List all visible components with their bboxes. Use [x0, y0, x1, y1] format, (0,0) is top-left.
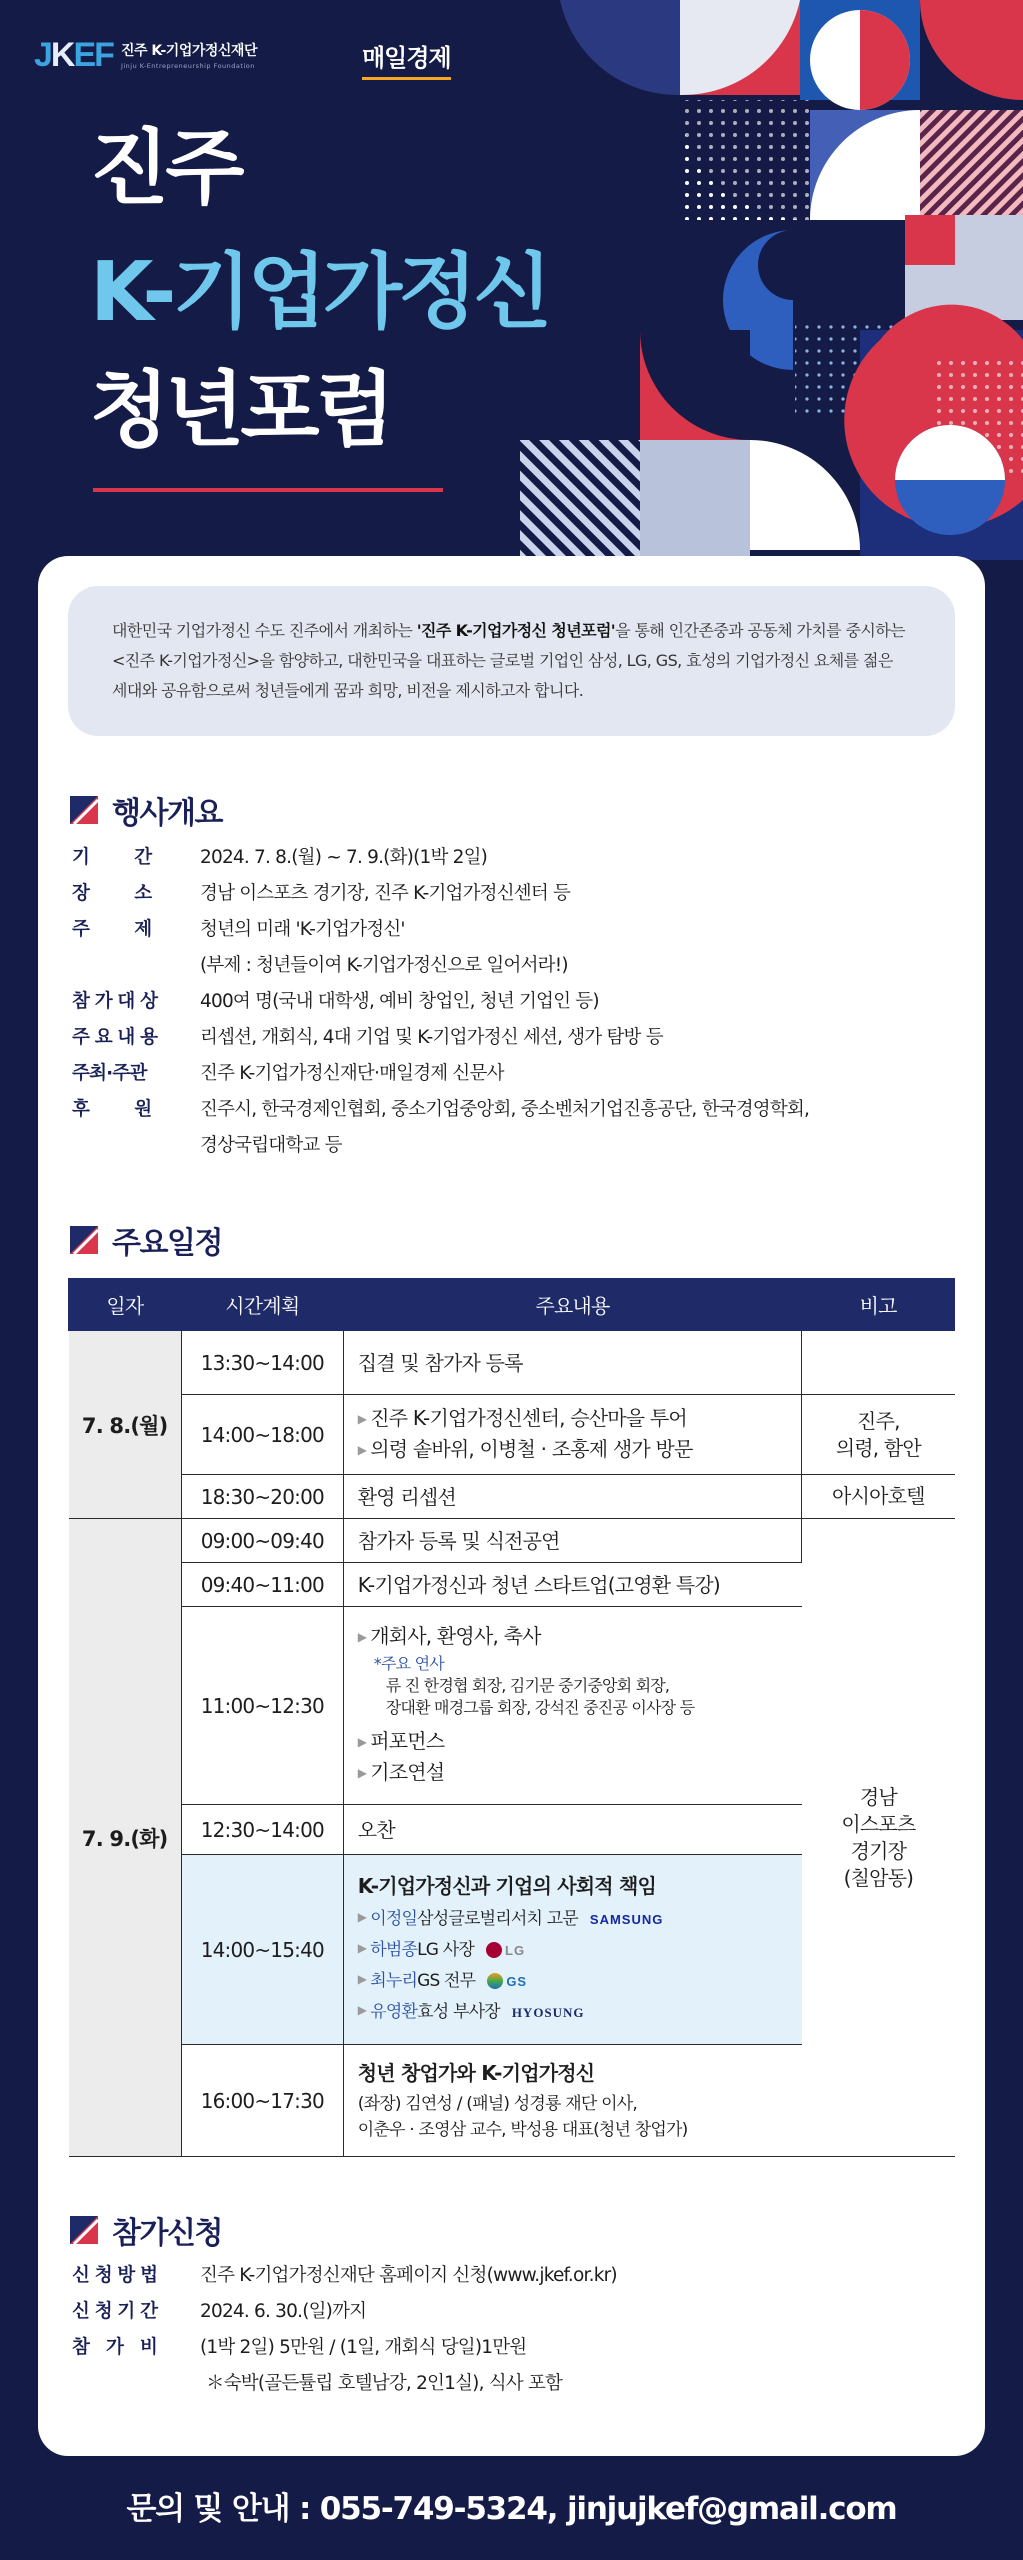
time-cell: 16:00~17:30 — [181, 2045, 343, 2157]
note-cell: 경남 이스포츠 경기장 (칠암동) — [802, 1519, 955, 2157]
content-cell: 참가자 등록 및 식전공연 — [343, 1519, 801, 1563]
hyosung-logo-icon: HYOSUNG — [511, 2004, 585, 2020]
table-row — [69, 1395, 955, 1475]
column-header: 주요내용 — [343, 1279, 801, 1331]
column-header: 비고 — [802, 1279, 955, 1331]
intro-text: 대한민국 기업가정신 수도 진주에서 개최하는 '진주 K-기업가정신 청년포럼'을 통해 인간존중과 공동체 가치를 중시하는 <진주 K-기업가정신>을 함양하고, 대한민국을 대표하는 글로벌 기업인 삼성, LG, GS, 효성의 기업가정신 요체를 젊은 세대와 공유함으로써 청년들에게 꿈과 희망, 비전을 제시하고자 합니다. — [112, 621, 905, 700]
section-overview-title: 행사개요 — [70, 788, 222, 832]
overview-row: 장 소 경남 이스포츠 경기장, 진주 K-기업가정신센터 등 — [72, 883, 571, 904]
lg-logo-icon: LG — [486, 1935, 525, 1966]
table-row — [69, 1519, 955, 1563]
time-cell: 13:30~14:00 — [181, 1331, 343, 1395]
content-cell: K-기업가정신과 기업의 사회적 책임 ▶ 이정일 삼성글로벌리서치 고문 SAMSUNG ▶ 하범종 LG 사장 LG ▶ 최누리 GS 전무 GS ▶ 유영환 효성 부사장 HYOSUNG — [343, 1855, 801, 2045]
section-flag-icon — [70, 1226, 98, 1254]
content-cell: 집결 및 참가자 등록 — [343, 1331, 801, 1395]
register-list — [72, 2262, 952, 2406]
title-line2: K-기업가정신 — [90, 245, 549, 340]
time-cell: 18:30~20:00 — [181, 1475, 343, 1519]
time-cell: 12:30~14:00 — [181, 1805, 343, 1855]
table-row — [69, 1475, 955, 1519]
overview-row: 주 요 내 용 리셉션, 개회식, 4대 기업 및 K-기업가정신 세션, 생가 탐방 등 — [72, 1027, 663, 1048]
contact-footer: 문의 및 안내 : 055-749-5324, jinjujkef@gmail.com — [126, 2490, 897, 2527]
foundation-logo — [34, 38, 257, 72]
org-name: 진주 K-기업가정신재단 — [120, 43, 257, 59]
jkef-logo-icon: JKEF — [34, 36, 113, 74]
content-card — [38, 556, 985, 2456]
time-cell: 14:00~18:00 — [181, 1395, 343, 1475]
overview-row: 주최·주관 진주 K-기업가정신재단·매일경제 신문사 — [72, 1063, 504, 1084]
content-cell: 환영 리셉션 — [343, 1475, 801, 1519]
header — [0, 0, 1023, 560]
intro-box — [68, 586, 955, 736]
note-cell — [802, 1331, 955, 1395]
register-row: 신 청 방 법 진주 K-기업가정신재단 홈페이지 신청(www.jkef.or.kr) — [72, 2265, 617, 2286]
section-schedule-title: 주요일정 — [70, 1218, 222, 1262]
title-line1: 진주 — [90, 121, 241, 216]
register-row: 참 가 비 (1박 2일) 5만원 / (1일, 개회식 당일)1만원 ＊숙박(골든튤립 호텔남강, 2인1실), 식사 포함 — [72, 2337, 563, 2394]
gs-logo-icon: GS — [487, 1966, 527, 1997]
title-underline — [93, 488, 443, 492]
content-cell: 오찬 — [343, 1805, 801, 1855]
time-cell: 09:40~11:00 — [181, 1563, 343, 1607]
samsung-logo-icon: SAMSUNG — [589, 1911, 664, 1927]
time-cell: 11:00~12:30 — [181, 1607, 343, 1805]
time-cell: 09:00~09:40 — [181, 1519, 343, 1563]
overview-row: 참 가 대 상 400여 명(국내 대학생, 예비 창업인, 청년 기업인 등) — [72, 991, 599, 1012]
schedule-table — [68, 1278, 955, 2157]
time-cell: 14:00~15:40 — [181, 1855, 343, 2045]
overview-row: 기 간 2024. 7. 8.(월) ~ 7. 9.(화)(1박 2일) — [72, 847, 488, 868]
section-register-title: 참가신청 — [70, 2208, 222, 2252]
partner-logo: 매일경제 — [362, 38, 451, 80]
section-flag-icon — [70, 796, 98, 824]
note-cell: 아시아호텔 — [802, 1475, 955, 1519]
column-header: 시간계획 — [181, 1279, 343, 1331]
content-cell: ▶ 진주 K-기업가정신센터, 승산마을 투어 ▶ 의령 솥바위, 이병철 · 조홍제 생가 방문 — [343, 1395, 801, 1475]
table-row — [69, 1331, 955, 1395]
overview-row: 후 원 진주시, 한국경제인협회, 중소기업중앙회, 중소벤처기업진흥공단, 한국경영학회, 경상국립대학교 등 — [72, 1099, 810, 1156]
content-cell: 청년 창업가와 K-기업가정신 (좌장) 김연성 / (패널) 성경룡 재단 이사, 이춘우 · 조영삼 교수, 박성용 대표(청년 창업가) — [343, 2045, 801, 2157]
content-cell: K-기업가정신과 청년 스타트업(고영환 특강) — [343, 1563, 801, 1607]
content-cell: ▶ 개회사, 환영사, 축사 *주요 연사 류 진 한경협 회장, 김기문 중기중앙회 회장, 장대환 매경그룹 회장, 강석진 중진공 이사장 등 ▶ 퍼포먼스 ▶ 기조연설 — [343, 1607, 801, 1805]
title-line3: 청년포럼 — [90, 363, 391, 458]
day-cell: 7. 9.(화) — [69, 1519, 182, 2157]
table-header-row — [69, 1279, 955, 1331]
org-sub: Jinju K-Entrepreneurship Foundation — [120, 62, 255, 70]
overview-row: 주 제 청년의 미래 'K-기업가정신' (부제 : 청년들이여 K-기업가정신으로 일어서라!) — [72, 919, 568, 976]
overview-list — [72, 844, 952, 1168]
day-cell: 7. 8.(월) — [69, 1331, 182, 1519]
register-row: 신 청 기 간 2024. 6. 30.(일)까지 — [72, 2301, 367, 2322]
note-cell: 진주, 의령, 함안 — [802, 1395, 955, 1475]
section-flag-icon — [70, 2216, 98, 2244]
column-header: 일자 — [69, 1279, 182, 1331]
